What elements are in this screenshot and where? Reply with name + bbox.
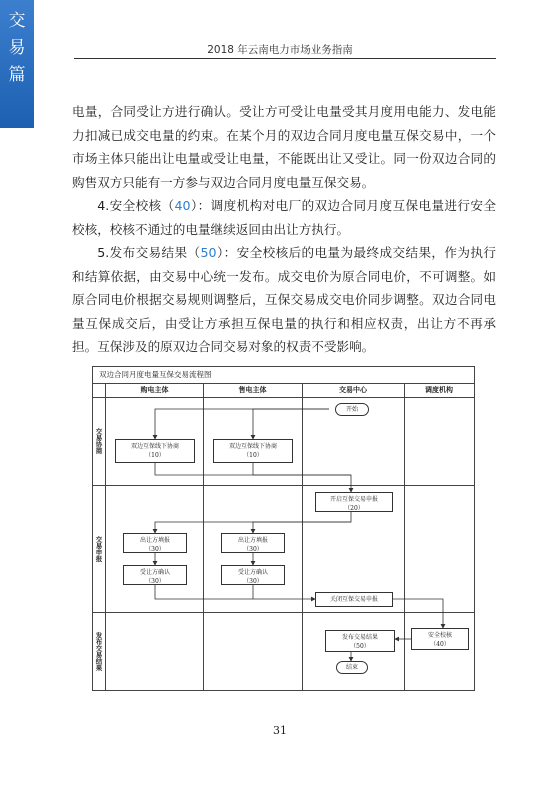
node-code: （30） [145, 578, 165, 585]
node-code: （30） [145, 546, 165, 553]
buyer-accept-confirm-node [123, 565, 187, 585]
node-code: （30） [243, 578, 263, 585]
node-label: 关闭互保交易申报 [329, 596, 378, 603]
node-code: （10） [145, 452, 165, 459]
header-rule [74, 58, 496, 59]
paragraph [72, 194, 496, 241]
stage-label-publish: 发布交易结果 [94, 631, 103, 671]
seller-accept-confirm-node [221, 565, 285, 585]
page-number: 31 [273, 724, 287, 737]
node-label: 双边互保线下协商 [228, 443, 277, 450]
column-header-seller: 售电主体 [203, 383, 302, 398]
running-header: 2018 年云南电力市场业务指南 [207, 44, 353, 56]
paragraph-lead: 5.发布交易结果（ [97, 245, 201, 260]
seller-transfer-fill-node [221, 533, 285, 553]
node-code: （40） [430, 641, 450, 648]
node-label: 受让方确认 [237, 569, 268, 576]
step-code: 50 [200, 245, 217, 260]
node-label: 出让方填报 [139, 537, 170, 544]
flowchart-title: 双边合同月度电量互保交易流程图 [93, 367, 474, 384]
paragraph-rest: ）：调度机构对电厂的双边合同月度互保电量进行安全校核，校核不通过的电量继续返回由出让方执行。 [72, 198, 496, 237]
security-check-node [411, 628, 469, 650]
node-code: （30） [243, 546, 263, 553]
publish-result-node [325, 630, 395, 652]
node-code: （50） [350, 643, 370, 650]
column-header-buyer: 购电主体 [106, 383, 203, 398]
buyer-negotiate-node [115, 439, 195, 463]
open-declaration-node [315, 492, 393, 512]
paragraph-rest: ）：安全校核后的电量为最终成交结果，作为执行和结算依据，由交易中心统一发布。成交电价为原合同电价，不可调整。如原合同电价根据交易规则调整后，互保交易成交电价同步调整。双边合同电量互保成交后，由受让方承担互保电量的执行和相应权责，出让方不再承担。互保涉及的原双边合同交易对象的权责不受影响。 [72, 245, 496, 354]
paragraph [72, 241, 496, 359]
end-node: 结束 [336, 661, 368, 674]
node-label: 出让方填报 [237, 537, 268, 544]
node-label: 安全校核 [427, 632, 452, 639]
node-label: 双边互保线下协商 [130, 443, 179, 450]
close-declaration-node [315, 592, 393, 607]
side-tab-char: 篇 [8, 65, 26, 85]
seller-negotiate-node [213, 439, 293, 463]
start-node: 开始 [335, 403, 369, 416]
stage-label-negotiation: 交易协商 [94, 428, 103, 454]
node-label: 发布交易结果 [341, 634, 378, 641]
body-text [72, 100, 496, 359]
side-tab-char: 交 [8, 11, 26, 31]
node-code: （20） [344, 505, 364, 512]
buyer-transfer-fill-node [123, 533, 187, 553]
node-code: （10） [243, 452, 263, 459]
node-label: 开启互保交易申报 [329, 496, 378, 503]
column-header-dispatch: 调度机构 [404, 383, 474, 398]
node-label: 受让方确认 [139, 569, 170, 576]
stage-label-declaration: 交易申报 [94, 535, 103, 562]
paragraph-lead: 4.安全校核（ [97, 198, 175, 213]
flowchart [92, 366, 475, 691]
step-code: 40 [174, 198, 191, 213]
column-header-exchange-center: 交易中心 [302, 383, 404, 398]
paragraph: 电量，合同受让方进行确认。受让方可受让电量受其月度用电能力、发电能力扣减已成交电量的约束。在某个月的双边合同月度电量互保交易中，一个市场主体只能出让电量或受让电量，不能既出让又受让。同一份双边合同的购售双方只能有一方参与双边合同月度电量互保交易。 [72, 104, 496, 190]
chapter-side-tab [0, 0, 34, 128]
side-tab-char: 易 [8, 38, 26, 58]
